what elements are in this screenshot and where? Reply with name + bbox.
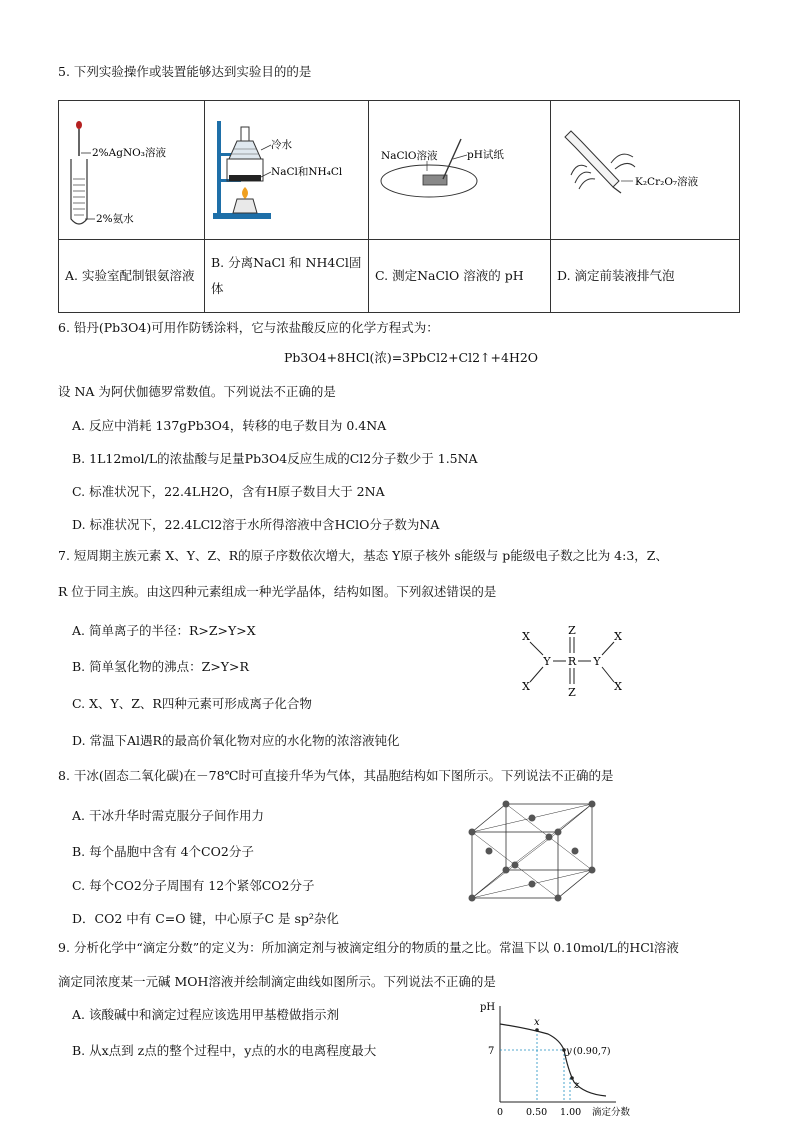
fig-d-label-dichromate: K₂Cr₂O₇溶液 — [635, 176, 699, 188]
fig-a-label-ammonia: 2%氨水 — [96, 213, 134, 225]
q8-option-c: C. 每个CO2分子周围有 12个紧邻CO2分子 — [72, 878, 315, 893]
q6-option-d: D. 标准状况下，22.4LCl2溶于水所得溶液中含HClO分子数为NA — [72, 517, 440, 532]
struct-x-bl: X — [522, 680, 530, 693]
q7-title-line2: R 位于同主族。由这四种元素组成一种光学晶体，结构如图。下列叙述错误的是 — [58, 584, 497, 599]
q7-title-line1: 7. 短周期主族元素 X、Y、Z、R的原子序数依次增大，基态 Y原子核外 s能级与 p能级电子数之比为 4:3，Z、 — [58, 548, 668, 563]
burette-figure — [551, 101, 739, 235]
q8-option-a: A. 干冰升华时需克服分子间作用力 — [72, 808, 264, 823]
dry-ice-unit-cell — [460, 798, 610, 902]
label-z: z — [574, 1080, 580, 1091]
q7-option-b: B. 简单氢化物的沸点：Z>Y>R — [72, 659, 249, 674]
graph-ytick-7: 7 — [488, 1046, 495, 1057]
q8-title: 8. 干冰(固态二氧化碳)在－78℃时可直接升华为气体，其晶胞结构如下图所示。下列说法不正确的是 — [58, 768, 614, 783]
q7-option-d: D. 常温下Al遇R的最高价氧化物对应的水化物的浓溶液钝化 — [72, 733, 400, 748]
struct-y-left: Y — [543, 655, 551, 668]
graph-tick-100: 1.00 — [560, 1107, 582, 1118]
figure-d-cell — [551, 101, 740, 240]
struct-y-right: Y — [593, 655, 601, 668]
q9-option-a: A. 该酸碱中和滴定过程应该选用甲基橙做指示剂 — [72, 1007, 339, 1022]
option-c-caption: C. 测定NaClO 溶液的 pH — [369, 240, 551, 313]
struct-x-tl: X — [522, 630, 530, 643]
option-d-caption: D. 滴定前装液排气泡 — [551, 240, 740, 313]
q7-structure-diagram — [510, 622, 640, 698]
fig-c-label-naclo: NaClO溶液 — [381, 150, 438, 162]
struct-z-bottom: Z — [568, 686, 576, 698]
struct-r: R — [567, 655, 577, 668]
q6-intro: 设 NA 为阿伏伽德罗常数值。下列说法不正确的是 — [58, 384, 336, 399]
struct-x-br: X — [614, 680, 622, 693]
fig-b-label-water: 冷水 — [271, 139, 292, 151]
label-x: x — [534, 1017, 540, 1028]
q6-equation: Pb3O4+8HCl(浓)=3PbCl2+Cl2↑+4H2O — [284, 350, 539, 365]
struct-x-tr: X — [614, 630, 622, 643]
option-b-caption: B. 分离NaCl 和 NH4Cl固体 — [205, 240, 369, 313]
q7-option-a: A. 简单离子的半径：R>Z>Y>X — [72, 623, 256, 638]
q8-option-b: B. 每个晶胞中含有 4个CO2分子 — [72, 844, 254, 859]
silver-ammonia-figure — [59, 101, 204, 235]
graph-tick-0: 0 — [497, 1107, 504, 1118]
graph-tick-050: 0.50 — [526, 1107, 548, 1118]
titration-curve — [476, 998, 666, 1120]
q7-option-c: C. X、Y、Z、R四种元素可形成离子化合物 — [72, 696, 312, 711]
figure-b-cell — [205, 101, 369, 240]
fig-b-label-salts: NaCl和NH₄Cl — [271, 166, 343, 178]
q9-option-b: B. 从x点到 z点的整个过程中，y点的水的电离程度最大 — [72, 1043, 377, 1058]
q5-title: 5. 下列实验操作或装置能够达到实验目的的是 — [58, 64, 312, 79]
q8-option-d: D．CO2 中有 C=O 键，中心原子C 是 sp²杂化 — [72, 911, 339, 926]
figure-c-cell — [369, 101, 551, 240]
figure-a-cell — [59, 101, 205, 240]
fig-a-label-agno3: 2%AgNO₃溶液 — [92, 147, 166, 159]
experiment-table — [58, 100, 740, 313]
q9-title-line1: 9. 分析化学中“滴定分数”的定义为：所加滴定剂与被滴定组分的物质的量之比。常温下以 0.10mol/L的HCl溶液 — [58, 940, 679, 955]
q6-option-a: A. 反应中消耗 137gPb3O4，转移的电子数目为 0.4NA — [72, 418, 387, 433]
ph-test-figure — [369, 101, 550, 235]
option-a-caption: A. 实验室配制银氨溶液 — [59, 240, 205, 313]
sublimation-figure — [205, 101, 368, 235]
graph-xlabel: 滴定分数 — [592, 1107, 631, 1118]
point-x — [535, 1028, 539, 1032]
q6-option-b: B. 1L12mol/L的浓盐酸与足量Pb3O4反应生成的Cl2分子数少于 1.5NA — [72, 451, 478, 466]
fig-c-label-ph-paper: pH试纸 — [467, 149, 504, 161]
struct-z-top: Z — [568, 624, 576, 637]
q6-title: 6. 铅丹(Pb3O4)可用作防锈涂料，它与浓盐酸反应的化学方程式为： — [58, 320, 439, 335]
label-y-coord: (0.90,7) — [573, 1046, 611, 1057]
label-y: y — [566, 1046, 572, 1057]
graph-ylabel: pH — [480, 1002, 496, 1013]
q6-option-c: C. 标准状况下，22.4LH2O，含有H原子数目大于 2NA — [72, 484, 385, 499]
q9-title-line2: 滴定同浓度某一元碱 MOH溶液并绘制滴定曲线如图所示。下列说法不正确的是 — [58, 974, 496, 989]
graph-curve — [500, 1024, 606, 1096]
